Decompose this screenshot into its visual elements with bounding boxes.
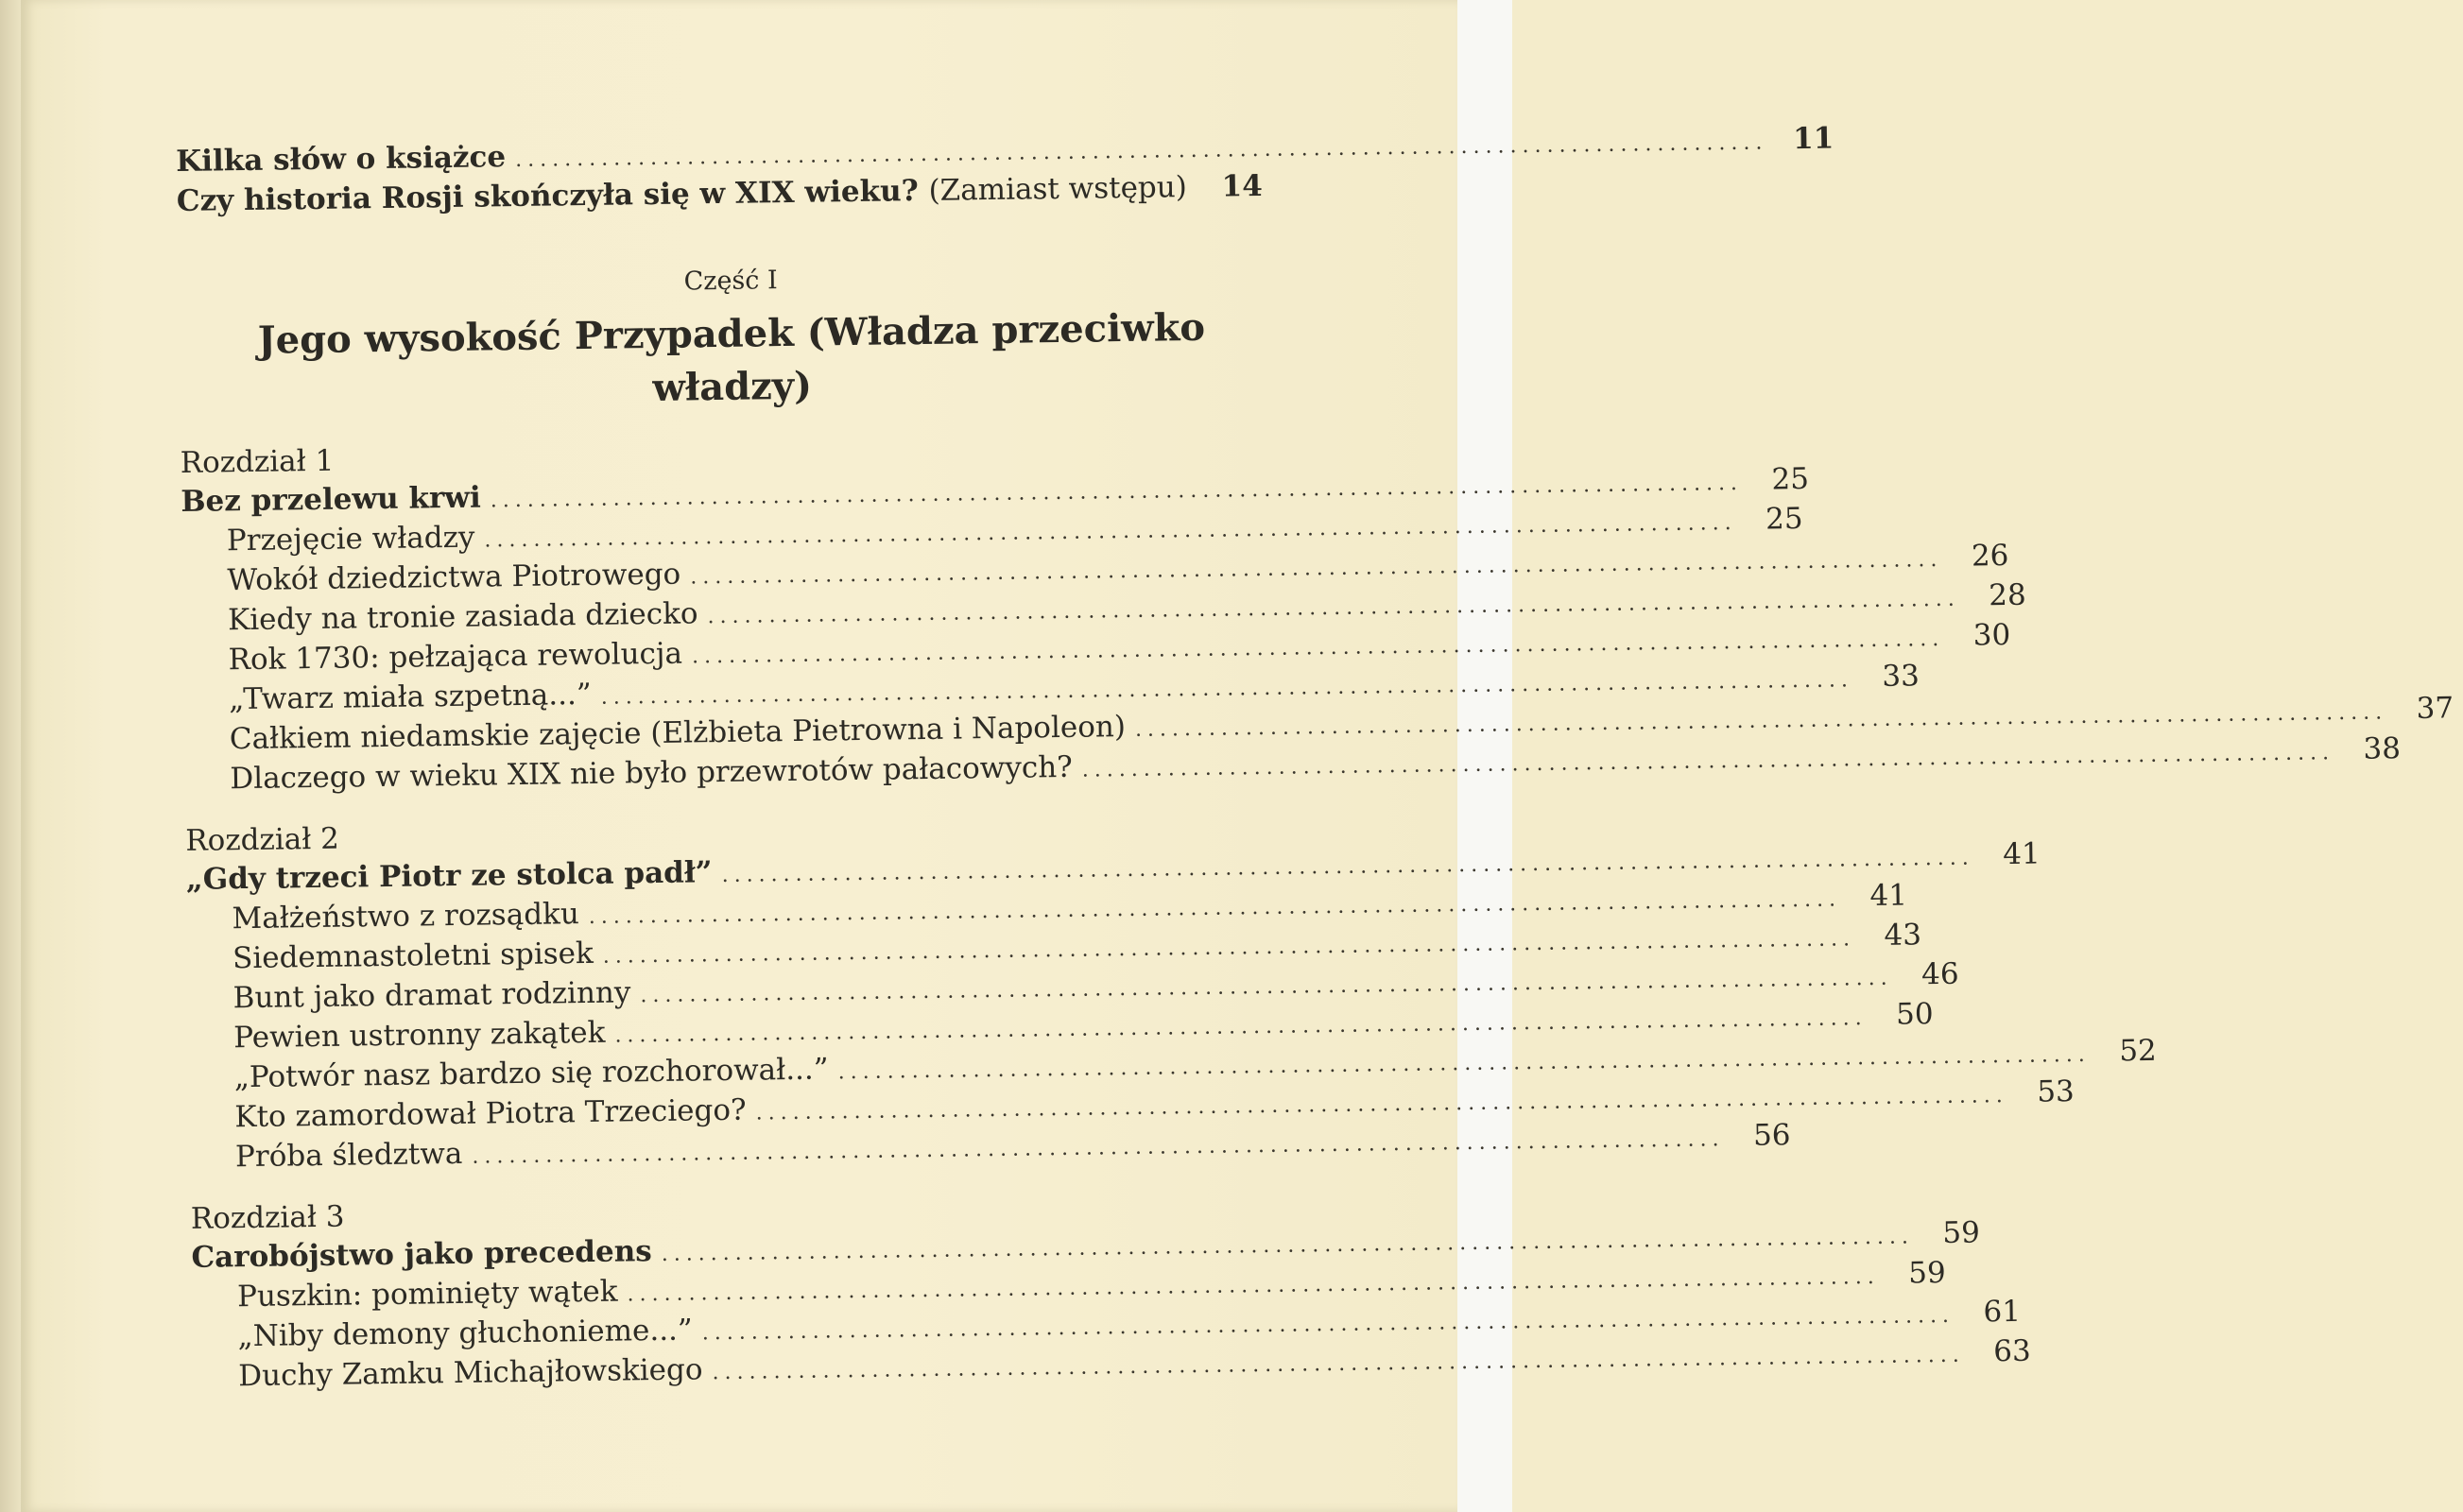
toc-page-number: 41 [1869,878,1908,914]
dot-leader: ...................................................................................................... [490,471,1744,513]
part-title: Jego wysokość Przypadek (Władza przeciwko władzy) [257,304,1206,410]
dot-leader: ...................................................................................................... [661,1225,1915,1266]
dot-leader: ...................................................................................................... [514,130,1768,172]
toc-page-number: 63 [1992,1333,2031,1369]
toc-page-number: 14 [1221,168,1264,204]
toc-entry-note: (Zamiast wstępu) [928,170,1188,208]
dot-leader: ...................................................................................................... [627,1264,1880,1307]
toc-entry-title: „Potwór nasz bardzo się rozchorował...” [233,1052,829,1095]
toc-page-number: 56 [1752,1118,1791,1153]
table-of-contents [176,121,2454,1397]
dot-leader: ...................................................................................................... [614,1006,1868,1048]
toc-page-number: 25 [1765,502,1803,537]
dot-leader: ...................................................................................................... [640,966,1893,1008]
toc-page-number: 33 [1882,659,1920,694]
dot-leader: ...................................................................................................... [721,846,1974,888]
chapter-label: Rozdział 3 [190,1199,345,1236]
toc-page-number: 50 [1895,997,1934,1032]
toc-page-number: 38 [2363,731,2402,766]
toc-page-number: 25 [1771,461,1810,497]
toc-entry-title: Przejęcie władzy [226,520,475,558]
toc-page-number: 59 [1942,1215,1981,1251]
dot-leader: ...................................................................................................... [712,1343,1965,1385]
toc-entry-title: Duchy Zamku Michajłowskiego [237,1352,703,1394]
book-gutter [0,0,21,1512]
toc-page-number: 53 [2037,1074,2075,1109]
toc-entry-title: Pewien ustronny zakątek [233,1015,606,1056]
dot-leader: ...................................................................................................... [701,1303,1955,1346]
toc-entry-title: Carobójstwo jako precedens [191,1234,652,1275]
toc-entry-title: Wokół dziedzictwa Piotrowego [227,557,681,598]
dot-leader: ...................................................................................................... [1081,741,2335,782]
dot-leader: ...................................................................................................... [588,887,1842,929]
toc-entry-title: Czy historia Rosji skończyła się w XIX wieku? (Zamiast wstępu) [176,170,1188,218]
toc-page-number: 11 [1792,121,1834,157]
chapter-label: Rozdział 2 [185,821,340,858]
toc-entry-title: Kilka słów o książce [176,140,507,179]
dot-leader: ...................................................................................................... [691,627,1945,669]
toc-entry-title: Kto zamordował Piotra Trzeciego? [234,1092,747,1135]
part-label: Część I [683,266,778,297]
dot-leader: ...................................................................................................... [690,547,1943,590]
toc-entry-title: Rok 1730: pełzająca rewolucja [228,636,683,678]
toc-entry-title: Bunt jako dramat rodzinny [233,975,631,1016]
toc-entry-title: Kiedy na tronie zasiada dziecko [227,596,698,638]
toc-page-number: 52 [2119,1033,2158,1069]
toc-entry-title: Dlaczego w wieku XIX nie było przewrotów pałacowych? [230,749,1074,797]
toc-page-number: 46 [1920,956,1959,992]
toc-page-number: 30 [1972,617,2011,653]
dot-leader: ...................................................................................................... [472,1127,1725,1169]
toc-entry-title: Całkiem niedamskie zajęcie (Elżbieta Pietrowna i Napoleon) [229,710,1127,757]
dot-leader: ...................................................................................................... [602,927,1856,969]
dot-leader: ...................................................................................................... [837,1042,2092,1085]
toc-entry-title: Siedemnastoletni spisek [232,936,594,976]
dot-leader: ...................................................................................................... [484,510,1737,553]
dot-leader: ...................................................................................................... [600,668,1854,710]
toc-page-number: 41 [2003,836,2041,872]
toc-page-number: 61 [1983,1294,2022,1330]
chapter-label: Rozdział 1 [180,443,335,480]
toc-entry-title: „Gdy trzeci Piotr ze stolca padł” [185,855,713,897]
toc-page-number: 37 [2416,691,2454,726]
toc-entry-title: Próba śledztwa [234,1136,463,1175]
toc-page-number: 28 [1989,577,2026,613]
toc-entry-title: Małżeństwo z rozsądku [232,897,580,936]
dot-leader: ...................................................................................................... [755,1084,2009,1125]
toc-page-number: 26 [1971,538,2009,574]
toc-entry-title: „Niby demony głuchonieme...” [237,1313,693,1354]
toc-entry-title: „Twarz miała szpetną...” [228,677,592,717]
dot-leader: ...................................................................................................... [707,587,1960,629]
toc-entry-title: Puszkin: pominięty wątek [236,1274,618,1314]
toc-page-number: 43 [1884,918,1922,953]
toc-page-number: 59 [1908,1255,1946,1291]
dot-leader: ...................................................................................................... [1134,700,2388,742]
toc-entry-title: Bez przelewu krwi [181,480,481,519]
